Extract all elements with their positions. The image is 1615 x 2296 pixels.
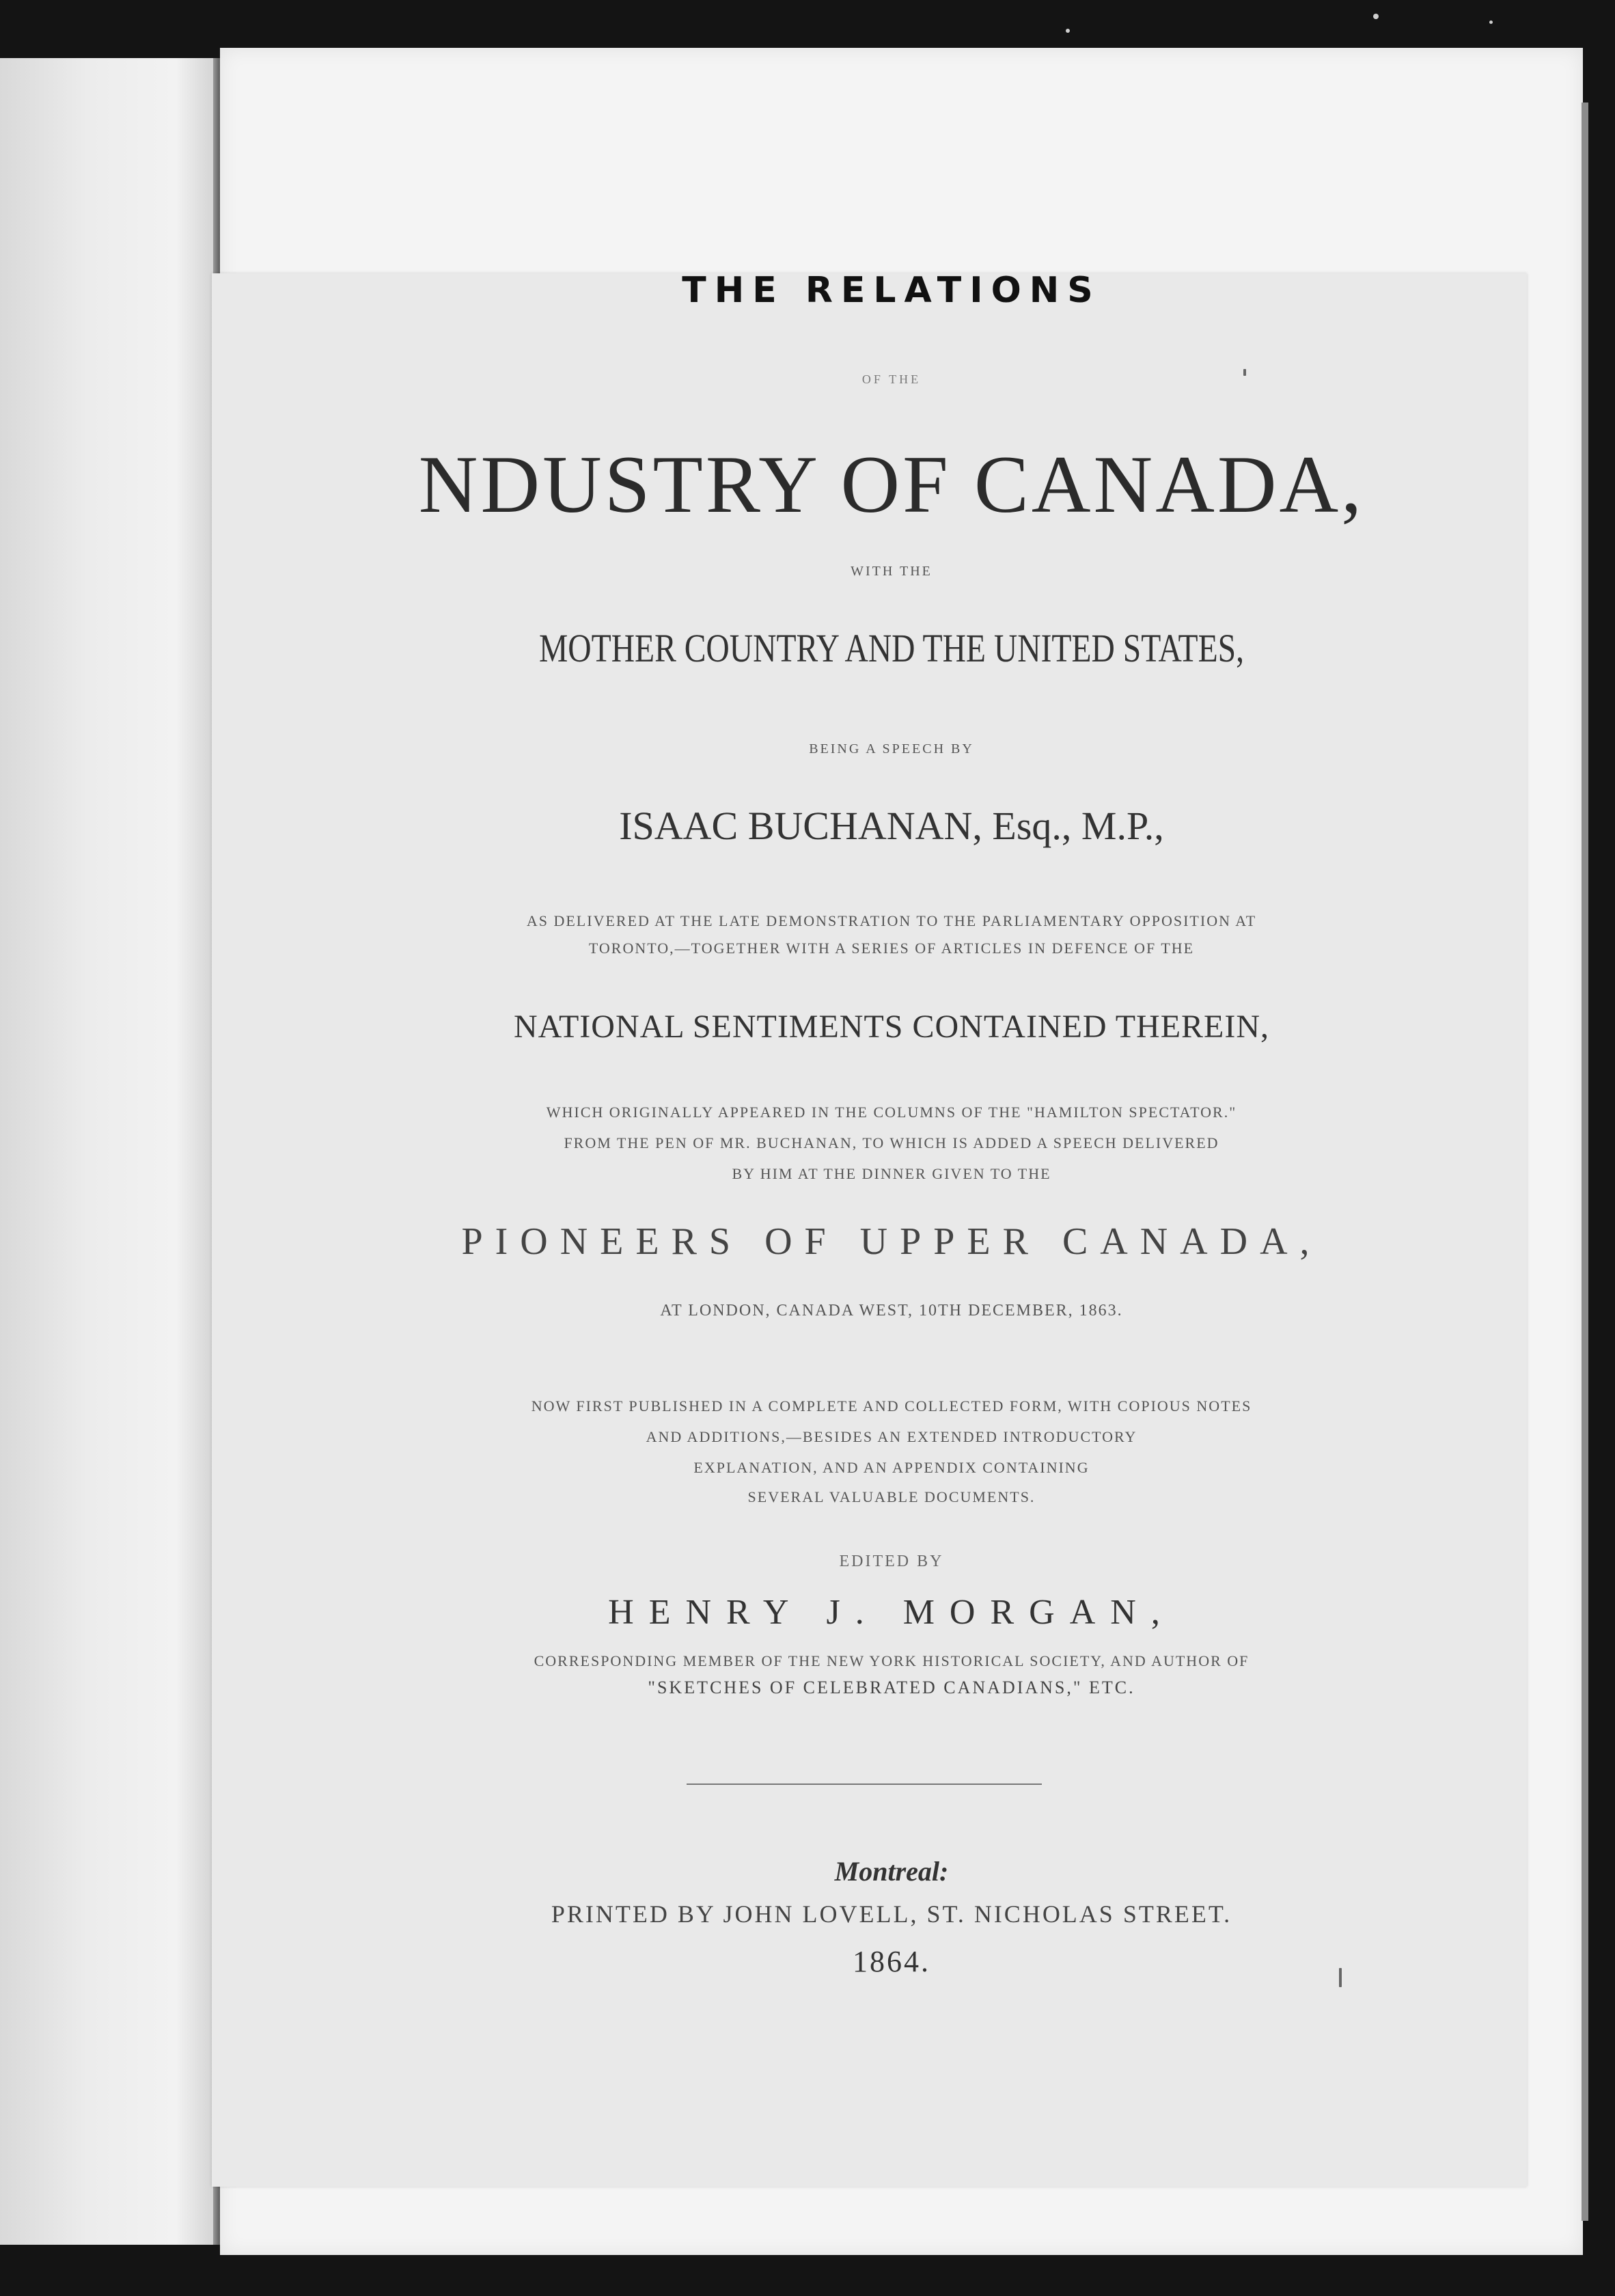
which-line-1: WHICH ORIGINALLY APPEARED IN THE COLUMNS OF THE "HAMILTON SPECTATOR." [546,1104,1237,1121]
heading-relations: THE RELATIONS [682,270,1101,311]
editor-name: HENRY J. MORGAN, [608,1593,1175,1632]
imprint-printer: PRINTED BY JOHN LOVELL, ST. NICHOLAS STREET. [551,1900,1232,1928]
dust-speck [1243,369,1246,376]
publication-note-line-4: SEVERAL VALUABLE DOCUMENTS. [747,1488,1036,1505]
title-text-column [369,0,1414,2296]
delivered-line-2: TORONTO,—TOGETHER WITH A SERIES OF ARTICLES IN DEFENCE OF THE [588,940,1195,957]
pioneers-heading: PIONEERS OF UPPER CANADA, [461,1220,1322,1263]
which-line-2: FROM THE PEN OF MR. BUCHANAN, TO WHICH IS ADDED A SPEECH DELIVERED [564,1134,1219,1151]
decorative-rule [687,1784,1042,1785]
delivered-line-1: AS DELIVERED AT THE LATE DEMONSTRATION TO THE PARLIAMENTARY OPPOSITION AT [526,912,1257,929]
which-line-3: BY HIM AT THE DINNER GIVEN TO THE [732,1165,1051,1182]
author-name: ISAAC BUCHANAN, Esq., M.P., [619,804,1164,848]
london-date-line: AT LONDON, CANADA WEST, 10TH DECEMBER, 1863. [660,1302,1123,1320]
connector-being-speech: BEING A SPEECH BY [809,741,974,756]
dust-speck [1373,14,1379,19]
subtitle-mother-country: MOTHER COUNTRY AND THE UNITED STATES, [539,626,1244,670]
left-facing-page [0,58,220,2245]
publication-note-line-1: NOW FIRST PUBLISHED IN A COMPLETE AND COLLECTED FORM, WITH COPIOUS NOTES [531,1397,1252,1414]
publication-note-line-3: EXPLANATION, AND AN APPENDIX CONTAINING [693,1459,1090,1476]
main-title-industry: NDUSTRY OF CANADA, [418,439,1365,530]
imprint-place: Montreal: [834,1856,949,1887]
publication-note-line-2: AND ADDITIONS,—BESIDES AN EXTENDED INTRODUCTORY [646,1428,1137,1445]
connector-of-the: OF THE [861,372,922,386]
dust-speck [1339,1968,1342,1987]
dust-speck [1489,20,1493,24]
national-sentiments-heading: NATIONAL SENTIMENTS CONTAINED THEREIN, [513,1009,1270,1045]
connector-with-the: WITH THE [851,564,933,579]
editor-credentials-line-1: CORRESPONDING MEMBER OF THE NEW YORK HISTORICAL SOCIETY, AND AUTHOR OF [534,1652,1250,1669]
imprint-year: 1864. [853,1945,930,1978]
dust-speck [1066,29,1070,33]
edited-by-label: EDITED BY [839,1553,944,1570]
page-edge [1582,102,1588,2221]
editor-credentials-line-2: "SKETCHES OF CELEBRATED CANADIANS," ETC. [648,1678,1135,1697]
